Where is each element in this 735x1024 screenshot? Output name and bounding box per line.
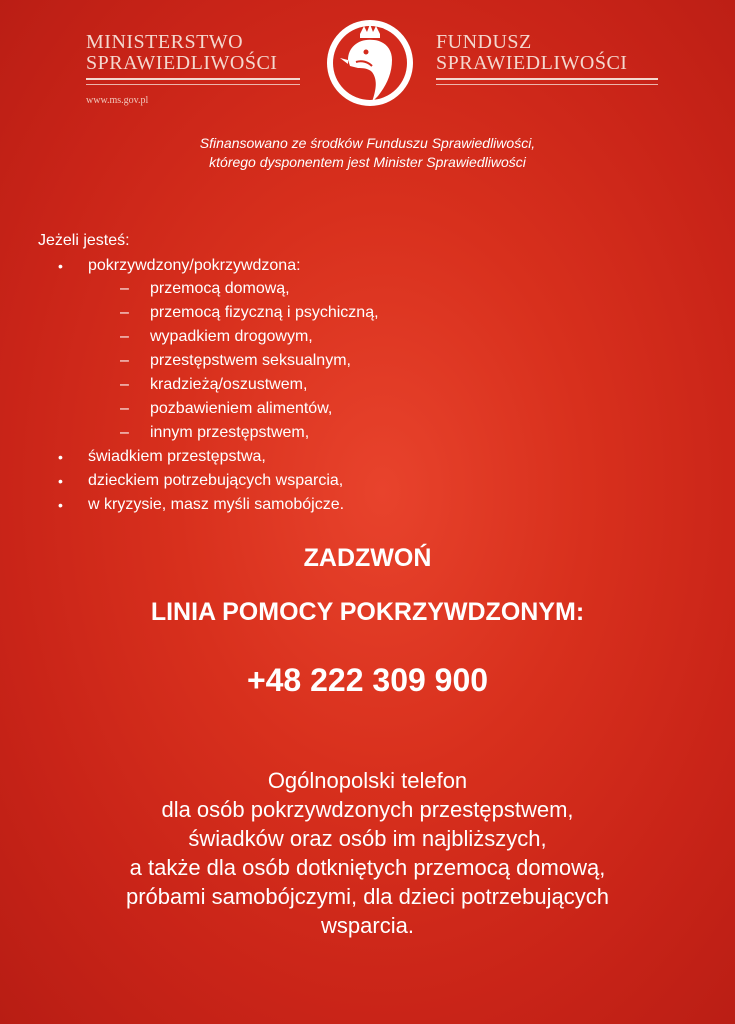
description-line: Ogólnopolski telefon [267, 768, 468, 793]
bullet-icon: • [58, 258, 63, 274]
list-item-text: dzieckiem potrzebujących wsparcia, [88, 472, 344, 489]
dash-icon: – [120, 352, 129, 369]
list-item-text: świadkiem przestępstwa, [88, 448, 266, 465]
list-item-text: w kryzysie, masz myśli samobójcze. [88, 496, 345, 513]
fund-line2: SPRAWIEDLIWOŚCI [436, 52, 628, 74]
funding-note-line1: Sfinansowano ze środków Funduszu Sprawiedliwości, [199, 135, 536, 151]
description-line: świadków oraz osób im najbliższych, [188, 826, 547, 851]
white-eagle-emblem-icon [326, 16, 414, 110]
bullet-icon: • [58, 497, 63, 513]
phone-number[interactable]: +48 222 309 900 [246, 662, 489, 698]
sub-list-item-text: innym przestępstwem, [150, 424, 310, 441]
description-line: dla osób pokrzywdzonych przestępstwem, [161, 797, 574, 822]
description-line: wsparcia. [321, 913, 414, 938]
sub-list-item-text: wypadkiem drogowym, [150, 328, 313, 345]
dash-icon: – [120, 304, 129, 321]
dash-icon: – [120, 280, 129, 297]
intro-text: Jeżeli jesteś: [38, 232, 130, 249]
description-line: a także dla osób dotkniętych przemocą domową, [129, 855, 606, 880]
sub-list-item-text: kradzieżą/oszustwem, [150, 376, 308, 393]
bullet-icon: • [58, 473, 63, 489]
ministry-underline-thin [86, 84, 300, 85]
victim-label: pokrzywdzony/pokrzywdzona: [88, 257, 301, 274]
fund-underline [436, 78, 658, 80]
website-link[interactable]: www.ms.gov.pl [86, 95, 149, 106]
helpline-name: LINIA POMOCY POKRZYWDZONYM: [150, 598, 585, 626]
sub-list-item-text: przestępstwem seksualnym, [150, 352, 351, 369]
dash-icon: – [120, 424, 129, 441]
dash-icon: – [120, 400, 129, 417]
bullet-icon: • [58, 449, 63, 465]
funding-note-line2: którego dysponentem jest Minister Sprawiedliwości [209, 154, 526, 170]
sub-list-item-text: przemocą fizyczną i psychiczną, [150, 304, 379, 321]
ministry-line2: SPRAWIEDLIWOŚCI [86, 52, 278, 74]
funding-note [0, 134, 735, 172]
description-line: próbami samobójczymi, dla dzieci potrzebujących [126, 884, 609, 909]
dash-icon: – [120, 328, 129, 345]
ministry-name [86, 32, 306, 74]
helpline-description [40, 766, 695, 940]
ministry-line1: MINISTERSTWO [86, 31, 244, 53]
dash-icon: – [120, 376, 129, 393]
sub-list-item-text: przemocą domową, [150, 280, 290, 297]
ministry-underline [86, 78, 300, 80]
fund-underline-thin [436, 84, 658, 85]
fund-name [436, 32, 676, 74]
fund-line1: FUNDUSZ [436, 31, 532, 53]
sub-list-item-text: pozbawieniem alimentów, [150, 400, 333, 417]
call-to-action: ZADZWOŃ [303, 544, 432, 572]
